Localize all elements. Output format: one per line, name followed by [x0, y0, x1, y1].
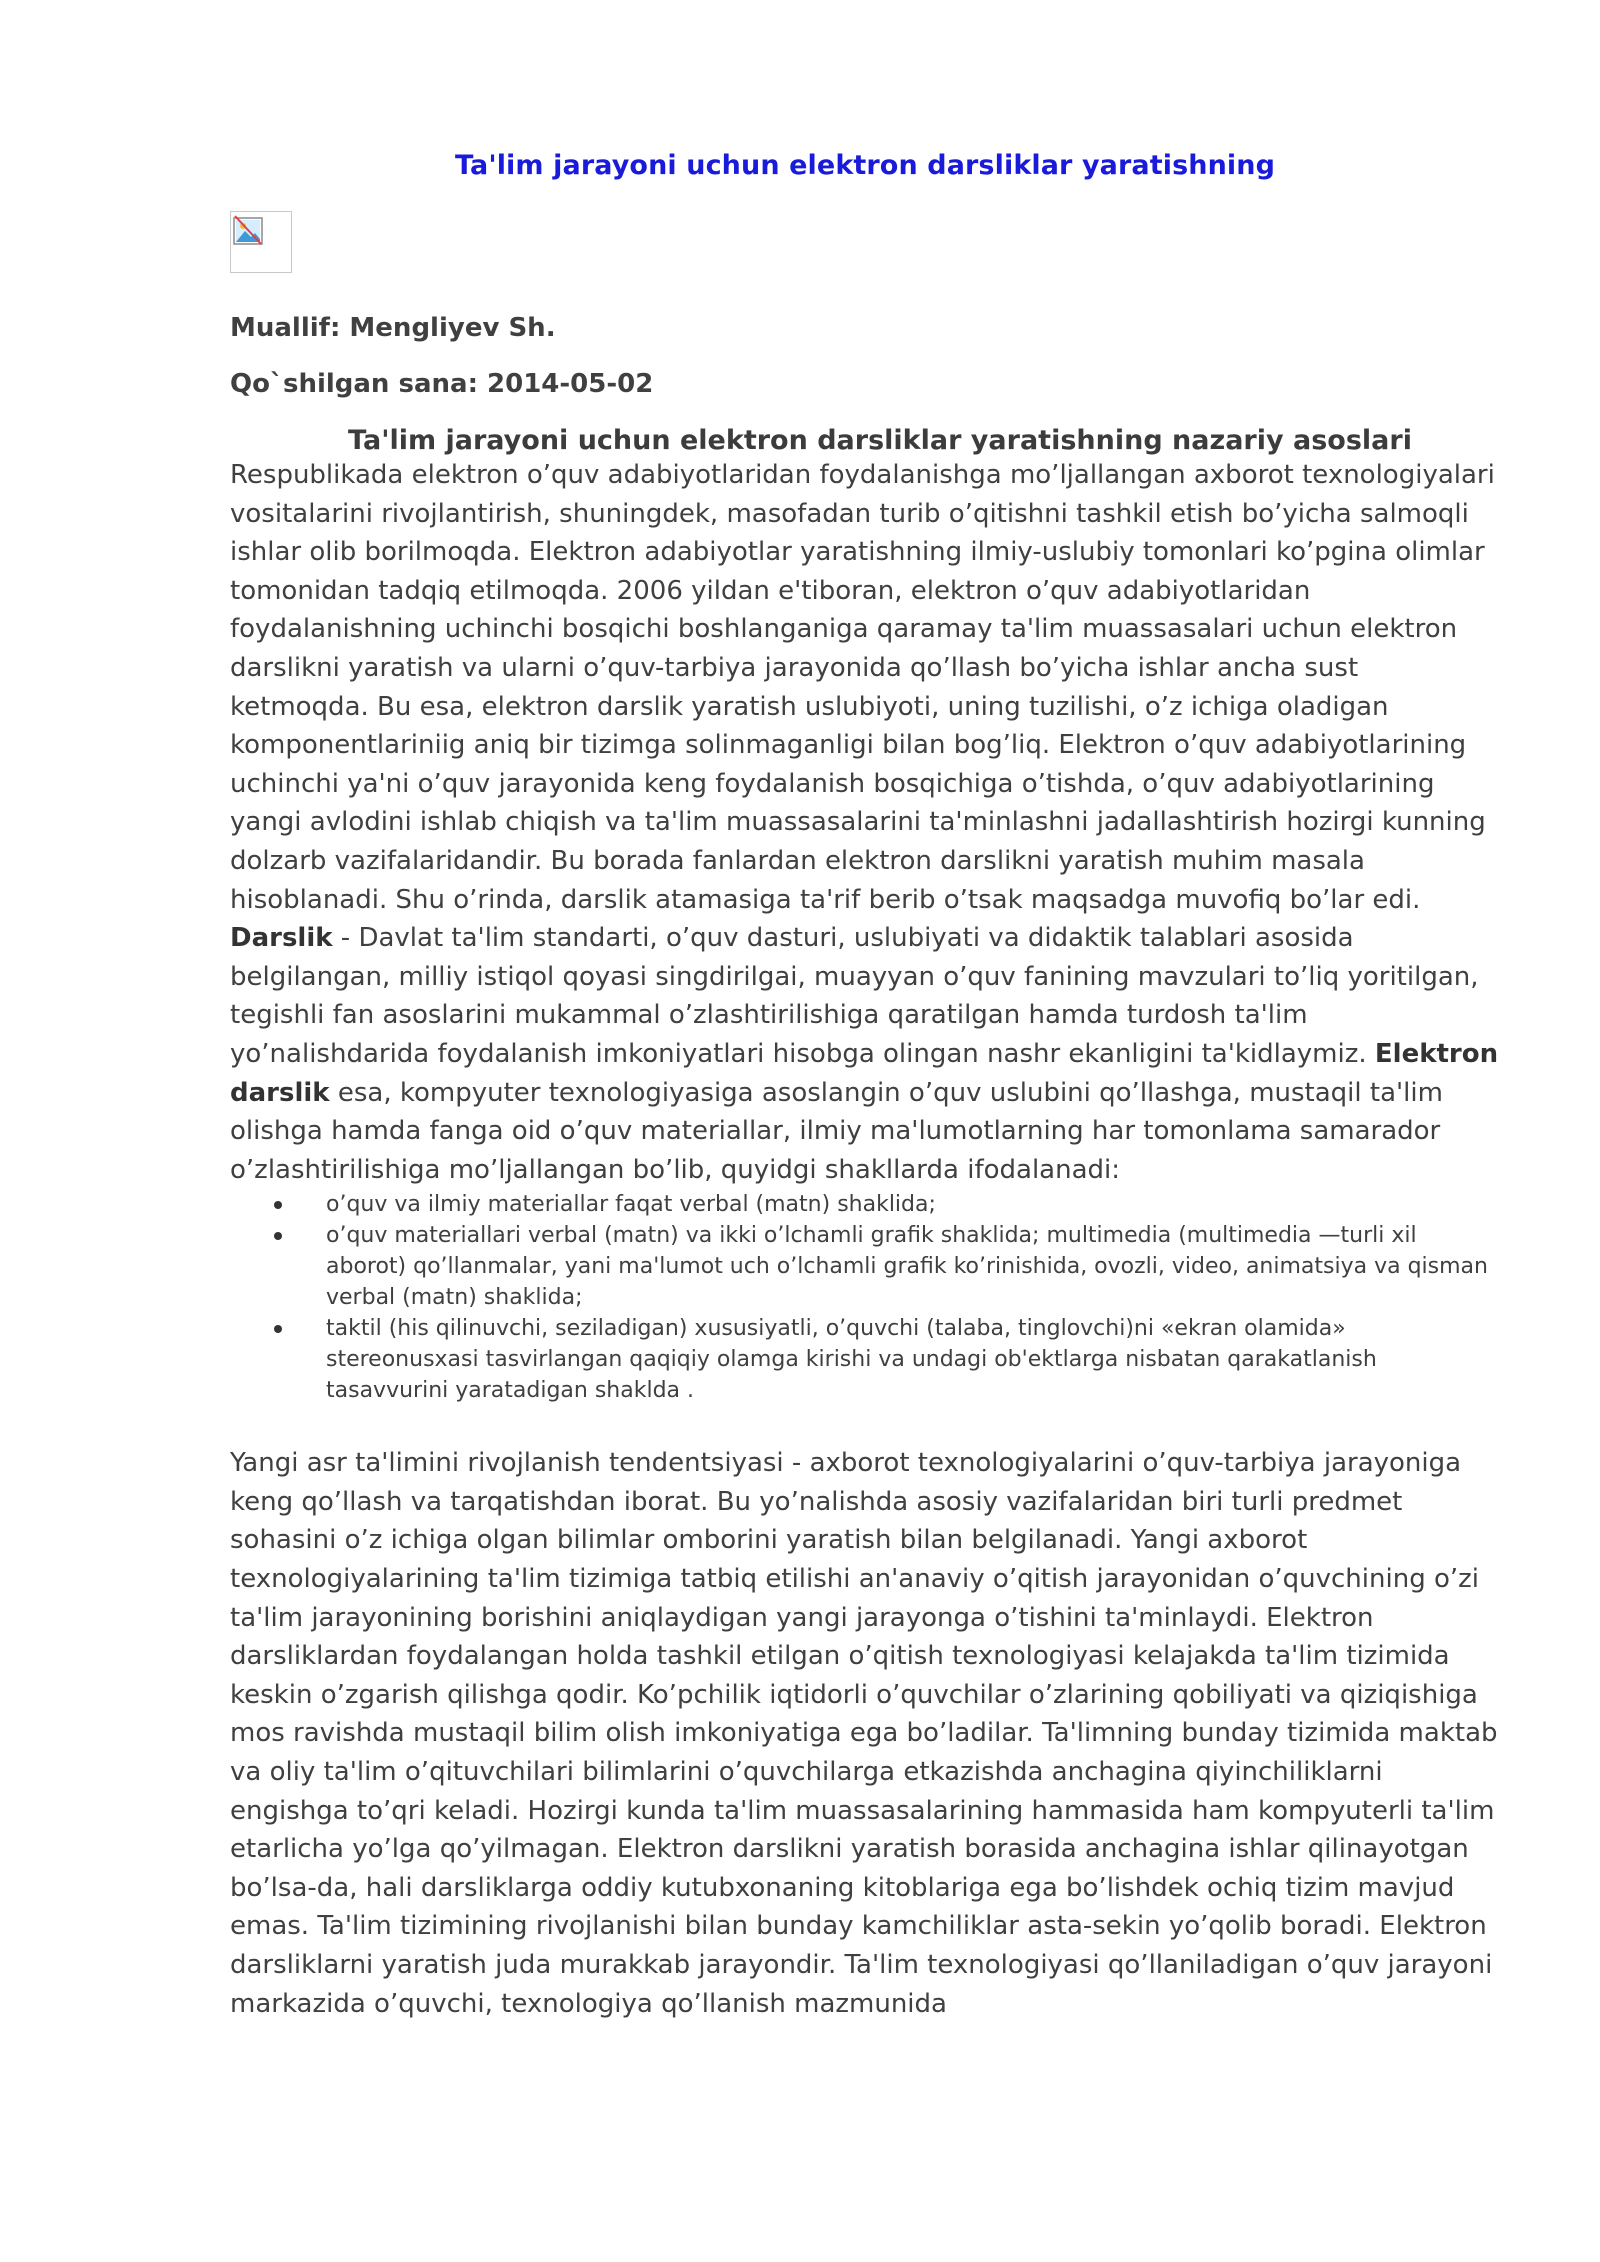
- paragraph-text: Respublikada elektron o’quv adabiyotlaridan foydalanishga mo’ljallangan axborot texnologiyalari vositalarini rivojlantirish, shuningdek, masofadan turib o’qitishni tashkil etish bo’yicha salmoqli ishlar olib borilmoqda. Elektron adabiyotlar yaratishning ilmiy-uslubiy tomonlari ko’pgina olimlar tomonidan tadqiq etilmoqda. 2006 yildan e'tiboran, elektron o’quv adabiyotlaridan foydalanishning uchinchi bosqichi boshlanganiga qaramay ta'lim muassasalari uchun elektron darslikni yaratish va ularni o’quv-tarbiya jarayonida qo’llash bo’yicha ishlar ancha sust ketmoqda. Bu esa, elektron darslik yaratish uslubiyoti, uning tuzilishi, o’z ichiga oladigan komponentlariniig aniq bir tizimga solinmaganligi bilan bog’liq. Elektron o’quv adabiyotlarining uchinchi ya'ni o’quv jarayonida keng foydalanish bosqichiga o’tishda, o’quv adabiyotlarining yangi avlodini ishlab chiqish va ta'lim muassasalarini ta'minlashni jadallashtirish hozirgi kunning dolzarb vazifalaridandir. Bu borada fanlardan elektron darslikni yaratish muhim masala hisoblanadi. Shu o’rinda, darslik atamasiga ta'rif berib o’tsak maqsadga muvofiq bo’lar edi.: [230, 460, 1495, 915]
- term-elektron-darslik: Elektron darslik: [230, 1038, 1499, 1108]
- second-paragraph: Yangi asr ta'limini rivojlanish tendentsiyasi - axborot texnologiyalarini o’quv-tarbiya jarayoniga keng qo’llash va tarqatishdan iborat. Bu yo’nalishda asosiy vazifalaridan biri turli predmet sohasini o’z ichiga olgan bilimlar omborini yaratish bilan belgilanadi. Yangi axborot texnologiyalarining ta'lim tizimiga tatbiq etilishi an'anaviy o’qitish jarayonidan o’quvchining o’zi ta'lim jarayonining borishini aniqlaydigan yangi jarayonga o’tishini ta'minlaydi. Elektron darsliklardan foydalangan holda tashkil etilgan o’qitish texnologiyasi kelajakda ta'lim tizimida keskin o’zgarish qilishga qodir. Ko’pchilik iqtidorli o’quvchilar o’zlarining qobiliyati va qiziqishiga mos ravishda mustaqil bilim olish imkoniyatiga ega bo’ladilar. Ta'limning bunday tizimida maktab va oliy ta'lim o’qituvchilari bilimlarini o’quvchilarga etkazishda anchagina qiyinchiliklarni engishga to’qri keladi. Hozirgi kunda ta'lim muassasalarining hammasida ham kompyuterli ta'lim etarlicha yo’lga qo’yilmagan. Elektron darslikni yaratish borasida anchagina ishlar qilinayotgan bo’lsa-da, hali darsliklarga oddiy kutubxonaning kitoblariga ega bo’lishdek ochiq tizim mavjud emas. Ta'lim tizimining rivojlanishi bilan bunday kamchiliklar asta-sekin yo’qolib boradi. Elektron darsliklarni yaratish juda murakkab jarayondir. Ta'lim texnologiyasi qo’llaniladigan o’quv jarayoni markazida o’quvchi, texnologiya qo’llanish mazmunida: [230, 1448, 1498, 2019]
- list-item: taktil (his qilinuvchi, seziladigan) xususiyatli, o’quvchi (talaba, tinglovchi)ni «ekran olamida» stereonusxasi tasvirlangan qaqiqiy olamga kirishi va undagi ob'ektlarga nisbatan qarakatlanish tasavvurini yaratadigan shaklda .: [326, 1313, 1500, 1406]
- list-item: o’quv va ilmiy materiallar faqat verbal (matn) shaklida;: [326, 1189, 1500, 1220]
- paragraph-text: - Davlat ta'lim standarti, o’quv dasturi, uslubiyati va didaktik talablari asosida belgilangan, milliy istiqol qoyasi singdirilgai, muayyan o’quv fanining mavzulari to’liq yoritilgan, tegishli fan asoslarini mukammal o’zlashtirilishiga qaratilgan hamda turdosh ta'lim yo’nalishdarida foydalanish imkoniyatlari hisobga olingan nashr ekanligini ta'kidlaymiz.: [230, 923, 1479, 1069]
- intro-paragraph: [230, 456, 1500, 1189]
- author-line: Muallif: Mengliyev Sh.: [230, 313, 556, 343]
- broken-image-icon: [230, 211, 292, 273]
- image-placeholder-icon: [233, 214, 267, 248]
- section-heading: Ta'lim jarayoni uchun elektron darsliklar yaratishning nazariy asoslari: [348, 425, 1412, 456]
- document-page: [230, 150, 1500, 2023]
- date-added-line: Qo`shilgan sana: 2014-05-02: [230, 369, 654, 399]
- term-darslik: Darslik: [230, 923, 333, 954]
- forms-list: [230, 1189, 1500, 1406]
- paragraph-text: esa, kompyuter texnologiyasiga asoslangin o’quv uslubini qo’llashga, mustaqil ta'lim olishga hamda fanga oid o’quv materiallar, ilmiy ma'lumotlarning har tomonlama samarador o’zlashtirilishiga mo’ljallangan bo’lib, quyidgi shakllarda ifodalanadi:: [230, 1077, 1443, 1185]
- list-item: o’quv materiallari verbal (matn) va ikki o’lchamli grafik shaklida; multimedia (multimedia —turli xil aborot) qo’llanmalar, yani ma'lumot uch o’lchamli grafik ko’rinishida, ovozli, video, animatsiya va qisman verbal (matn) shaklida;: [326, 1220, 1500, 1313]
- document-title: Ta'lim jarayoni uchun elektron darsliklar yaratishning: [454, 150, 1275, 181]
